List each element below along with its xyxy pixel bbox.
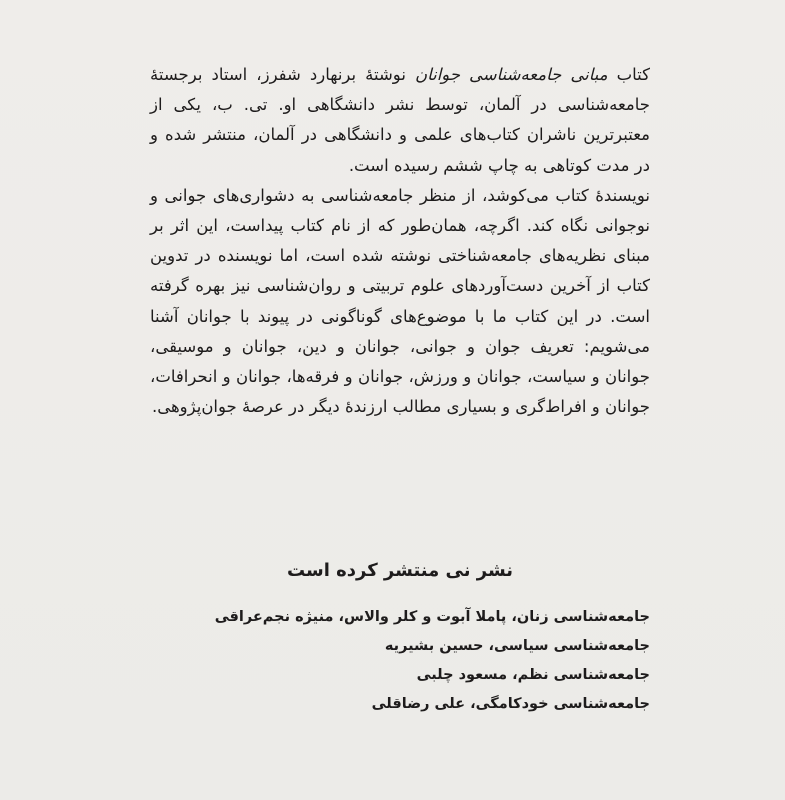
published-books-list [150,603,650,719]
book-item: جامعه‌شناسی خودکامگی، علی رضاقلی [371,696,650,712]
description-rest: نوشتهٔ برنهارد شفرز، استاد برجستهٔ جامعه‌شناسی در آلمان، توسط نشر دانشگاهی او. تی. ب، یکی از معتبرترین ناشران کتاب‌های علمی و دانشگاهی در آلمان، منتشر شده و در مدت کوتاهی به چاپ ششم رسیده است. [150,65,650,175]
book-description [150,60,650,422]
book-title-italic: مبانی جامعه‌شناسی جوانان [414,65,608,84]
book-item: جامعه‌شناسی نظم، مسعود چلبی [416,667,650,683]
book-item: جامعه‌شناسی سیاسی، حسین بشیریه [384,638,650,654]
description-intro: کتاب [607,65,650,84]
book-item: جامعه‌شناسی زنان، پاملا آبوت و کلر والاس، منیژه نجم‌عراقی [214,609,650,625]
description-paragraph-1 [150,60,650,181]
description-paragraph-2: نویسندهٔ کتاب می‌کوشد، از منظر جامعه‌شناسی به دشواری‌های جوانی و نوجوانی نگاه کند. اگرچه، همان‌طور که از نام کتاب پیداست، این اثر بر مبنای نظریه‌های جامعه‌شناختی نوشته شده است، اما نویسنده در تدوین کتاب از آخرین دست‌آوردهای علوم تربیتی و روان‌شناسی نیز بهره گرفته است. در این کتاب ما با موضوع‌های گوناگونی در پیوند با جوانان آشنا می‌شویم: تعریف جوان و جوانی، جوانان و دین، جوانان و موسیقی، جوانان و سیاست، جوانان و ورزش، جوانان و فرقه‌ها، جوانان و انحرافات، جوانان و افراط‌گری و بسیاری مطالب ارزندهٔ دیگر در عرصهٔ جوان‌پژوهی. [150,185,650,417]
publisher-heading: نشر نی منتشر کرده است [286,560,514,581]
